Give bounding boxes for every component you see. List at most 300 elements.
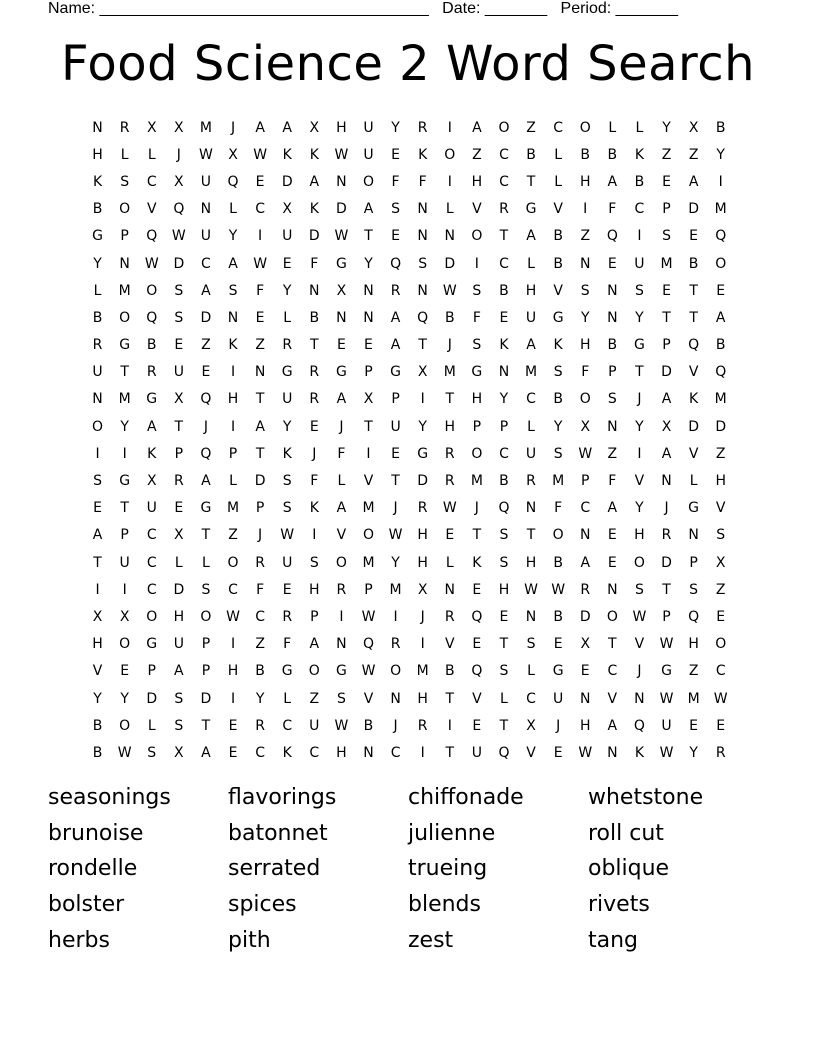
grid-letter: H	[525, 554, 537, 571]
grid-letter: A	[282, 119, 292, 136]
grid-letter: B	[688, 255, 699, 272]
grid-letter: R	[146, 364, 157, 381]
grid-letter: C	[146, 173, 157, 190]
grid-letter: R	[417, 717, 428, 734]
word-list-item: flavorings	[228, 785, 337, 811]
grid-letter: H	[336, 744, 347, 761]
grid-letter: V	[444, 636, 455, 653]
grid-letter: G	[335, 663, 347, 680]
grid-letter: Y	[635, 309, 644, 326]
grid-letter: O	[715, 255, 727, 272]
grid-letter: R	[282, 608, 293, 625]
grid-letter: A	[146, 418, 157, 435]
grid-letter: K	[309, 146, 319, 163]
grid-letter: K	[418, 146, 428, 163]
word-list-item: rivets	[588, 892, 650, 918]
grid-letter: E	[201, 364, 211, 381]
grid-letter: I	[637, 445, 642, 462]
grid-letter: H	[227, 391, 239, 408]
grid-letter: L	[608, 119, 617, 136]
grid-letter: Z	[228, 527, 238, 544]
grid-letter: P	[662, 337, 671, 354]
grid-letter: M	[118, 282, 131, 299]
grid-letter: B	[499, 473, 509, 490]
grid-letter: N	[336, 309, 347, 326]
grid-letter: Y	[553, 418, 563, 435]
grid-letter: A	[201, 282, 211, 299]
grid-letter: J	[230, 119, 236, 136]
grid-letter: I	[230, 636, 236, 653]
grid-letter: Y	[255, 690, 265, 707]
grid-letter: B	[444, 663, 455, 680]
grid-letter: Z	[255, 337, 265, 354]
grid-letter: A	[92, 527, 103, 544]
grid-letter: H	[227, 663, 239, 680]
grid-letter: B	[715, 119, 726, 136]
grid-letter: R	[119, 119, 130, 136]
grid-letter: B	[526, 146, 536, 163]
grid-letter: G	[525, 201, 537, 218]
word-list-item: zest	[408, 927, 454, 953]
grid-letter: O	[633, 554, 645, 571]
grid-letter: B	[309, 309, 320, 326]
grid-letter: S	[174, 309, 184, 326]
grid-letter: N	[200, 201, 212, 218]
grid-letter: U	[471, 744, 482, 761]
grid-letter: I	[420, 636, 425, 653]
grid-letter: D	[146, 690, 158, 707]
grid-letter: U	[282, 391, 293, 408]
grid-letter: F	[418, 173, 427, 190]
grid-letter: E	[364, 337, 373, 354]
grid-letter: S	[120, 173, 130, 190]
grid-letter: X	[336, 282, 347, 299]
grid-letter: A	[174, 663, 184, 680]
grid-letter: J	[447, 337, 452, 354]
grid-letter: P	[499, 418, 509, 435]
grid-letter: N	[309, 282, 320, 299]
grid-letter: L	[229, 473, 237, 490]
grid-letter: J	[339, 418, 344, 435]
grid-letter: L	[93, 282, 102, 299]
grid-letter: M	[389, 581, 402, 598]
grid-letter: O	[119, 636, 131, 653]
grid-letter: R	[173, 473, 184, 490]
grid-letter: I	[230, 418, 236, 435]
grid-letter: O	[606, 608, 618, 625]
grid-letter: F	[256, 581, 265, 598]
grid-letter: T	[689, 282, 698, 299]
grid-letter: F	[283, 636, 292, 653]
grid-letter: K	[472, 554, 482, 571]
grid-letter: C	[499, 255, 509, 272]
grid-letter: Z	[688, 146, 699, 163]
grid-letter: Z	[472, 146, 482, 163]
grid-letter: O	[308, 663, 320, 680]
grid-letter: N	[607, 581, 618, 598]
word-list-item: tang	[588, 927, 639, 953]
grid-letter: N	[607, 282, 618, 299]
grid-letter: Z	[255, 636, 265, 653]
grid-letter: E	[282, 255, 292, 272]
grid-letter: E	[255, 173, 265, 190]
grid-letter: S	[282, 500, 292, 517]
grid-letter: I	[637, 228, 642, 245]
grid-letter: O	[715, 636, 727, 653]
grid-letter: E	[499, 608, 509, 625]
grid-letter: B	[499, 282, 509, 299]
word-list-item: blends	[408, 892, 481, 918]
grid-letter: M	[525, 364, 538, 381]
grid-letter: N	[579, 690, 591, 707]
grid-letter: N	[92, 391, 103, 408]
grid-letter: S	[282, 473, 292, 490]
word-list-item: chiffonade	[408, 785, 524, 811]
grid-letter: L	[527, 663, 535, 680]
grid-letter: I	[474, 255, 479, 272]
grid-letter: E	[662, 282, 671, 299]
grid-letter: B	[553, 391, 563, 408]
word-list-item: herbs	[48, 927, 110, 953]
grid-letter: P	[120, 228, 129, 245]
grid-letter: N	[417, 228, 428, 245]
grid-letter: R	[444, 445, 455, 462]
grid-letter: V	[634, 636, 645, 653]
grid-letter: Q	[362, 636, 374, 653]
grid-letter: F	[310, 473, 319, 490]
grid-letter: Y	[716, 146, 725, 163]
grid-letter: E	[472, 717, 482, 734]
grid-letter: Q	[471, 608, 483, 625]
grid-letter: X	[174, 173, 184, 190]
grid-letter: E	[553, 744, 563, 761]
name-blank: _____________________________________	[99, 0, 429, 17]
grid-letter: N	[363, 282, 374, 299]
grid-letter: M	[714, 391, 727, 408]
grid-letter: K	[689, 391, 699, 408]
grid-letter: L	[554, 146, 563, 163]
grid-letter: C	[255, 201, 265, 218]
grid-letter: E	[336, 337, 346, 354]
grid-letter: V	[336, 527, 347, 544]
student-info-line	[48, 0, 678, 18]
grid-letter: A	[472, 119, 482, 136]
grid-letter: J	[393, 717, 398, 734]
grid-letter: F	[554, 500, 563, 517]
grid-letter: N	[390, 690, 401, 707]
grid-letter: Z	[715, 581, 726, 598]
grid-letter: K	[92, 173, 103, 190]
grid-letter: T	[364, 418, 373, 435]
date-label: Date:	[442, 0, 481, 17]
grid-letter: K	[634, 146, 645, 163]
grid-letter: N	[498, 364, 510, 381]
grid-letter: B	[363, 717, 374, 734]
grid-letter: A	[661, 445, 672, 462]
grid-letter: S	[472, 282, 482, 299]
grid-letter: L	[147, 146, 156, 163]
grid-letter: X	[228, 146, 238, 163]
grid-letter: T	[174, 418, 184, 435]
grid-letter: E	[716, 282, 726, 299]
grid-letter: H	[579, 717, 591, 734]
grid-letter: S	[499, 663, 509, 680]
grid-letter: K	[282, 146, 292, 163]
grid-letter: N	[363, 744, 374, 761]
grid-letter: S	[228, 282, 238, 299]
grid-letter: E	[228, 717, 238, 734]
grid-letter: Q	[633, 717, 645, 734]
grid-letter: T	[201, 717, 211, 734]
grid-letter: Q	[498, 500, 510, 517]
grid-letter: L	[174, 554, 183, 571]
grid-letter: T	[472, 527, 482, 544]
grid-letter: Y	[93, 690, 102, 707]
grid-letter: E	[716, 608, 726, 625]
grid-letter: L	[500, 690, 508, 707]
grid-letter: G	[146, 391, 158, 408]
grid-letter: G	[119, 473, 131, 490]
grid-letter: S	[662, 228, 671, 245]
word-list-item: trueing	[408, 856, 488, 882]
grid-letter: Y	[120, 690, 129, 707]
grid-letter: N	[363, 309, 374, 326]
grid-letter: W	[334, 146, 349, 163]
grid-letter: L	[689, 473, 698, 490]
grid-letter: S	[689, 581, 699, 598]
grid-letter: A	[309, 173, 320, 190]
grid-letter: U	[146, 500, 157, 517]
grid-letter: C	[201, 255, 211, 272]
grid-letter: G	[688, 500, 700, 517]
grid-letter: V	[526, 744, 536, 761]
grid-letter: A	[336, 500, 347, 517]
grid-letter: S	[472, 337, 482, 354]
grid-letter: I	[312, 527, 317, 544]
grid-letter: V	[607, 690, 618, 707]
grid-letter: K	[282, 445, 292, 462]
grid-letter: S	[174, 717, 184, 734]
grid-letter: J	[556, 717, 561, 734]
grid-letter: N	[444, 581, 455, 598]
grid-letter: Y	[418, 418, 427, 435]
grid-letter: J	[637, 663, 642, 680]
grid-letter: E	[174, 337, 184, 354]
grid-letter: H	[471, 391, 483, 408]
grid-letter: W	[199, 146, 213, 163]
grid-letter: B	[607, 146, 618, 163]
grid-letter: O	[552, 527, 564, 544]
grid-letter: D	[200, 309, 212, 326]
grid-letter: C	[634, 201, 645, 218]
grid-letter: L	[283, 309, 292, 326]
grid-letter: G	[335, 364, 347, 381]
grid-letter: R	[499, 201, 509, 218]
grid-letter: C	[580, 500, 591, 517]
grid-letter: A	[607, 173, 618, 190]
grid-letter: J	[176, 146, 181, 163]
grid-letter: D	[281, 173, 293, 190]
grid-letter: I	[447, 119, 452, 136]
grid-letter: Z	[526, 119, 536, 136]
grid-letter: L	[554, 173, 563, 190]
grid-letter: E	[607, 527, 617, 544]
grid-letter: I	[122, 581, 127, 598]
grid-letter: A	[363, 201, 374, 218]
grid-letter: X	[661, 418, 672, 435]
grid-letter: E	[391, 445, 400, 462]
grid-letter: D	[417, 473, 429, 490]
grid-letter: Q	[688, 337, 700, 354]
grid-letter: C	[228, 581, 238, 598]
grid-letter: Q	[606, 228, 618, 245]
grid-letter: E	[580, 663, 590, 680]
grid-letter: L	[527, 255, 535, 272]
grid-letter: T	[499, 636, 509, 653]
grid-letter: N	[119, 255, 130, 272]
grid-letter: B	[444, 309, 455, 326]
grid-letter: H	[579, 337, 591, 354]
grid-letter: N	[607, 309, 618, 326]
word-list-item: oblique	[588, 856, 670, 882]
grid-letter: D	[661, 364, 672, 381]
grid-letter: I	[366, 445, 371, 462]
grid-letter: O	[362, 173, 374, 190]
grid-letter: P	[364, 364, 373, 381]
letter-grid	[84, 114, 734, 767]
grid-letter: B	[92, 717, 103, 734]
grid-letter: B	[146, 337, 157, 354]
grid-letter: N	[444, 228, 455, 245]
grid-letter: P	[174, 445, 184, 462]
grid-letter: B	[255, 663, 265, 680]
grid-letter: F	[581, 364, 590, 381]
grid-letter: G	[471, 364, 483, 381]
grid-letter: T	[635, 364, 644, 381]
grid-letter: K	[309, 201, 319, 218]
grid-letter: Q	[173, 201, 185, 218]
grid-letter: P	[201, 663, 211, 680]
grid-letter: H	[173, 608, 185, 625]
grid-letter: Q	[200, 445, 212, 462]
grid-letter: D	[688, 418, 699, 435]
word-list-item: batonnet	[228, 820, 328, 846]
grid-letter: B	[607, 337, 618, 354]
grid-letter: L	[445, 201, 454, 218]
grid-letter: A	[661, 391, 672, 408]
period-blank: _______	[615, 0, 678, 17]
grid-letter: R	[282, 337, 293, 354]
grid-letter: A	[228, 255, 238, 272]
grid-letter: P	[147, 663, 156, 680]
grid-letter: F	[608, 201, 617, 218]
grid-letter: G	[633, 337, 645, 354]
grid-letter: G	[552, 309, 564, 326]
grid-letter: O	[579, 391, 591, 408]
grid-letter: S	[553, 364, 563, 381]
grid-letter: S	[553, 445, 563, 462]
grid-letter: E	[662, 173, 671, 190]
grid-letter: C	[146, 527, 157, 544]
grid-letter: J	[474, 500, 479, 517]
grid-letter: P	[581, 473, 590, 490]
grid-letter: E	[472, 581, 482, 598]
grid-letter: Q	[715, 364, 727, 381]
grid-letter: S	[201, 581, 211, 598]
grid-letter: P	[120, 527, 129, 544]
grid-letter: W	[171, 228, 186, 245]
grid-letter: U	[173, 364, 184, 381]
grid-letter: W	[713, 690, 728, 707]
grid-letter: O	[146, 608, 158, 625]
grid-letter: N	[579, 527, 591, 544]
grid-letter: S	[174, 690, 184, 707]
grid-letter: U	[553, 690, 564, 707]
grid-letter: E	[282, 581, 292, 598]
grid-letter: Q	[417, 309, 429, 326]
word-list-item: spices	[228, 892, 297, 918]
grid-letter: I	[420, 391, 425, 408]
grid-letter: U	[92, 364, 103, 381]
grid-letter: A	[688, 173, 699, 190]
grid-letter: E	[689, 228, 699, 245]
grid-letter: H	[688, 636, 699, 653]
grid-letter: V	[553, 201, 563, 218]
grid-letter: M	[443, 364, 456, 381]
grid-letter: I	[339, 608, 344, 625]
grid-letter: I	[393, 608, 398, 625]
grid-letter: S	[607, 391, 617, 408]
grid-letter: U	[390, 418, 401, 435]
grid-letter: C	[499, 173, 509, 190]
grid-letter: J	[637, 391, 642, 408]
grid-letter: T	[499, 228, 509, 245]
grid-letter: H	[309, 581, 320, 598]
grid-letter: F	[337, 445, 346, 462]
grid-letter: N	[607, 418, 618, 435]
grid-letter: D	[661, 554, 672, 571]
grid-letter: X	[282, 201, 292, 218]
grid-letter: C	[499, 146, 509, 163]
grid-letter: X	[580, 418, 591, 435]
grid-letter: H	[444, 418, 456, 435]
grid-letter: U	[661, 717, 672, 734]
grid-letter: C	[526, 690, 536, 707]
grid-letter: W	[659, 636, 674, 653]
grid-letter: W	[632, 608, 647, 625]
grid-letter: J	[420, 608, 425, 625]
grid-letter: H	[498, 581, 510, 598]
grid-letter: V	[363, 473, 374, 490]
grid-letter: X	[688, 119, 699, 136]
grid-letter: S	[93, 473, 102, 490]
grid-letter: T	[310, 337, 319, 354]
grid-letter: A	[255, 418, 265, 435]
grid-letter: G	[92, 228, 103, 245]
grid-letter: L	[202, 554, 210, 571]
grid-letter: X	[526, 717, 536, 734]
grid-letter: G	[335, 255, 347, 272]
grid-letter: L	[229, 201, 237, 218]
grid-letter: Z	[309, 690, 320, 707]
grid-letter: E	[228, 744, 238, 761]
grid-letter: O	[146, 282, 158, 299]
grid-letter: E	[391, 146, 400, 163]
grid-letter: X	[92, 608, 103, 625]
grid-letter: E	[716, 717, 726, 734]
grid-letter: C	[390, 744, 401, 761]
grid-letter: H	[525, 282, 537, 299]
